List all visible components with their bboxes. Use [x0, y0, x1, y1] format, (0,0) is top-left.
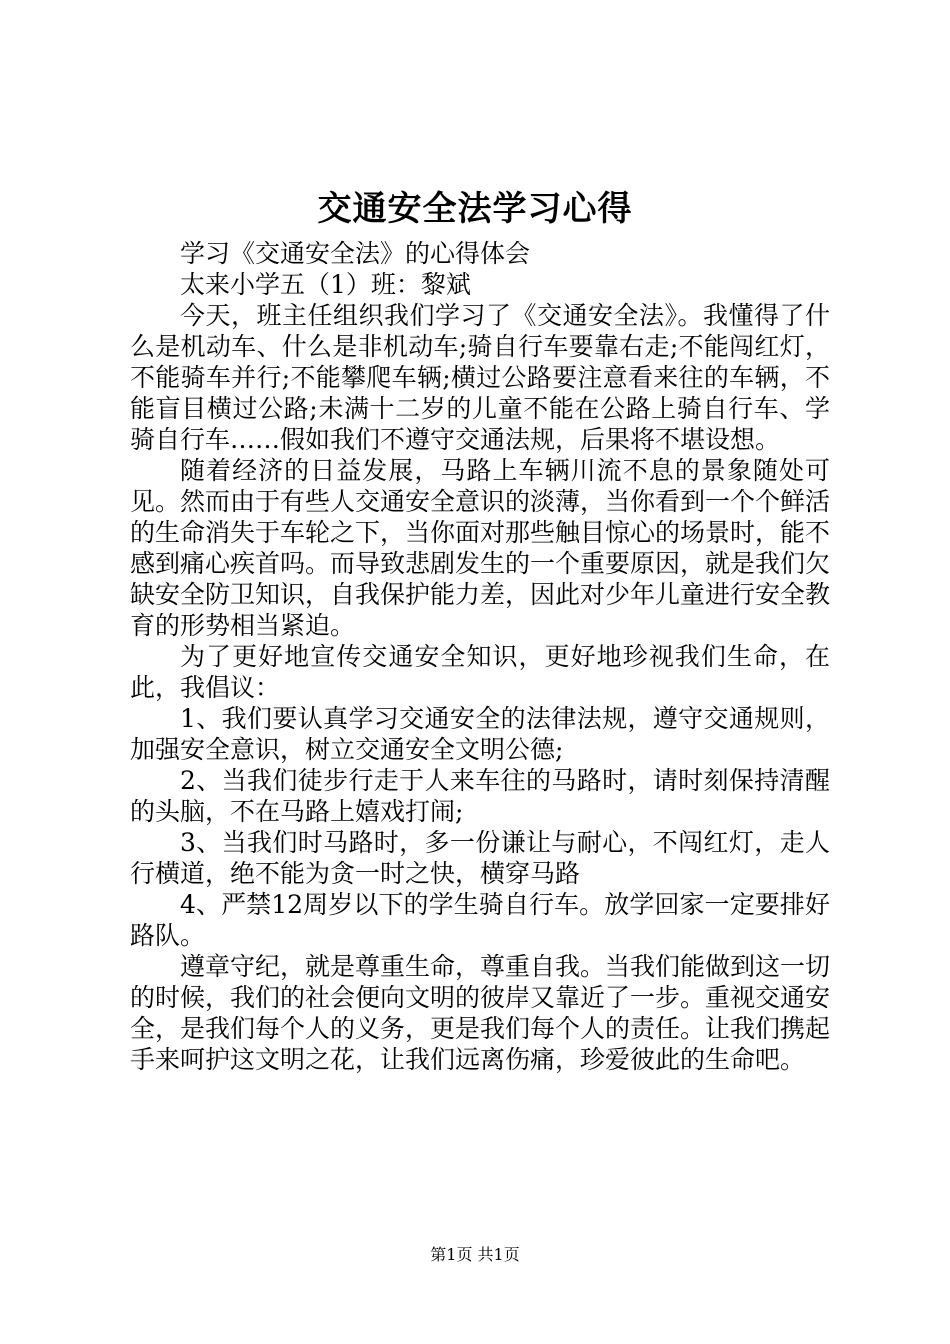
document-body: [130, 238, 830, 1075]
list-item: 2、当我们徒步行走于人来车往的马路时，请时刻保持清醒的头脑，不在马路上嬉戏打闹;: [130, 766, 830, 826]
body-paragraph: 今天，班主任组织我们学习了《交通安全法》。我懂得了什么是机动车、什么是非机动车;骑自行车要靠右走;不能闯红灯，不能骑车并行;不能攀爬车辆;横过公路要注意看来往的车辆，不能盲目横过公路;未满十二岁的儿童不能在公路上骑自行车、学骑自行车……假如我们不遵守交通法规，后果将不堪设想。: [130, 301, 830, 454]
list-item: 4、严禁12周岁以下的学生骑自行车。放学回家一定要排好路队。: [130, 890, 830, 950]
list-item: 3、当我们时马路时，多一份谦让与耐心，不闯红灯，走人行横道，绝不能为贪一时之快，横穿马路: [130, 828, 830, 888]
list-item: 1、我们要认真学习交通安全的法律法规，遵守交通规则，加强安全意识，树立交通安全文明公德;: [130, 704, 830, 764]
page-footer: 第1页 共1页: [430, 1245, 520, 1264]
document-title: 交通安全法学习心得: [317, 189, 633, 229]
body-paragraph: 随着经济的日益发展，马路上车辆川流不息的景象随处可见。然而由于有些人交通安全意识的淡薄，当你看到一个个鲜活的生命消失于车轮之下，当你面对那些触目惊心的场景时，能不感到痛心疾首吗。而导致悲剧发生的一个重要原因，就是我们欠缺安全防卫知识，自我保护能力差，因此对少年儿童进行安全教育的形势相当紧迫。: [130, 456, 831, 640]
closing-paragraph: 遵章守纪，就是尊重生命，尊重自我。当我们能做到这一切的时候，我们的社会便向文明的彼岸又靠近了一步。重视交通安全，是我们每个人的义务，更是我们每个人的责任。让我们携起手来呵护这文明之花，让我们远离伤痛，珍爱彼此的生命吧。: [130, 952, 831, 1074]
subtitle-paragraph: 学习《交通安全法》的心得体会: [180, 239, 531, 268]
body-paragraph: 为了更好地宣传交通安全知识，更好地珍视我们生命，在此，我倡议：: [130, 642, 830, 702]
author-paragraph: 太来小学五（1）班：黎斌: [180, 270, 471, 299]
